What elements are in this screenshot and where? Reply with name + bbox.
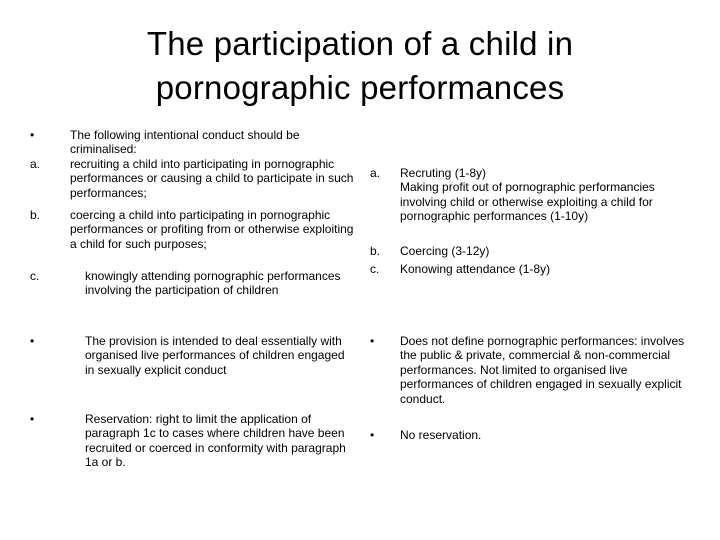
right-text-a-block	[400, 166, 700, 224]
bullet-marker: •	[30, 334, 35, 348]
bullet-marker: •	[30, 128, 35, 142]
list-text-a: recruiting a child into participating in pornographic performances or causing a child to participate in such performances;	[70, 157, 354, 200]
provision-text: The provision is intended to deal essentially with organised live performances of children engaged in sexually explicit conduct	[85, 334, 345, 377]
right-marker-c: c.	[370, 262, 380, 276]
list-marker-c: c.	[30, 269, 40, 283]
bullet-marker: •	[370, 428, 375, 442]
list-marker-b: b.	[30, 208, 41, 222]
definition-text: Does not define pornographic performances: involves the public & private, commercial & non-commercial performances. Not limited to organised live performances of children engaged in sexually explicit conduct.	[400, 334, 685, 406]
intro-text: The following intentional conduct should be criminalised:	[70, 128, 300, 157]
list-marker-a: a.	[30, 157, 41, 171]
right-marker-a: a.	[370, 166, 381, 180]
right-text-a-line1: Recruting (1-8y)	[400, 166, 487, 180]
slide-title	[0, 22, 720, 110]
right-marker-b: b.	[370, 244, 381, 258]
reservation-text: Reservation: right to limit the application of paragraph 1c to cases where children have been recruited or coerced in conformity with paragraph 1a or b.	[85, 412, 346, 470]
right-text-c: Konowing attendance (1-8y)	[400, 262, 551, 276]
bullet-marker: •	[30, 412, 35, 426]
bullet-marker: •	[370, 334, 375, 348]
right-text-b: Coercing (3-12y)	[400, 244, 490, 258]
title-line-1: The participation of a child in	[146, 25, 574, 62]
list-text-b: coercing a child into participating in pornographic performances or profiting from or otherwise exploiting a child for such purposes;	[70, 208, 354, 251]
list-text-c: knowingly attending pornographic performances involving the participation of children	[85, 269, 341, 298]
right-text-a-line2: Making profit out of pornographic performancies involving child or otherwise exploiting a child for pornographic performances (1-10y)	[400, 180, 655, 224]
title-line-2: pornographic performances	[155, 69, 565, 106]
no-reservation-text: No reservation.	[400, 428, 482, 442]
